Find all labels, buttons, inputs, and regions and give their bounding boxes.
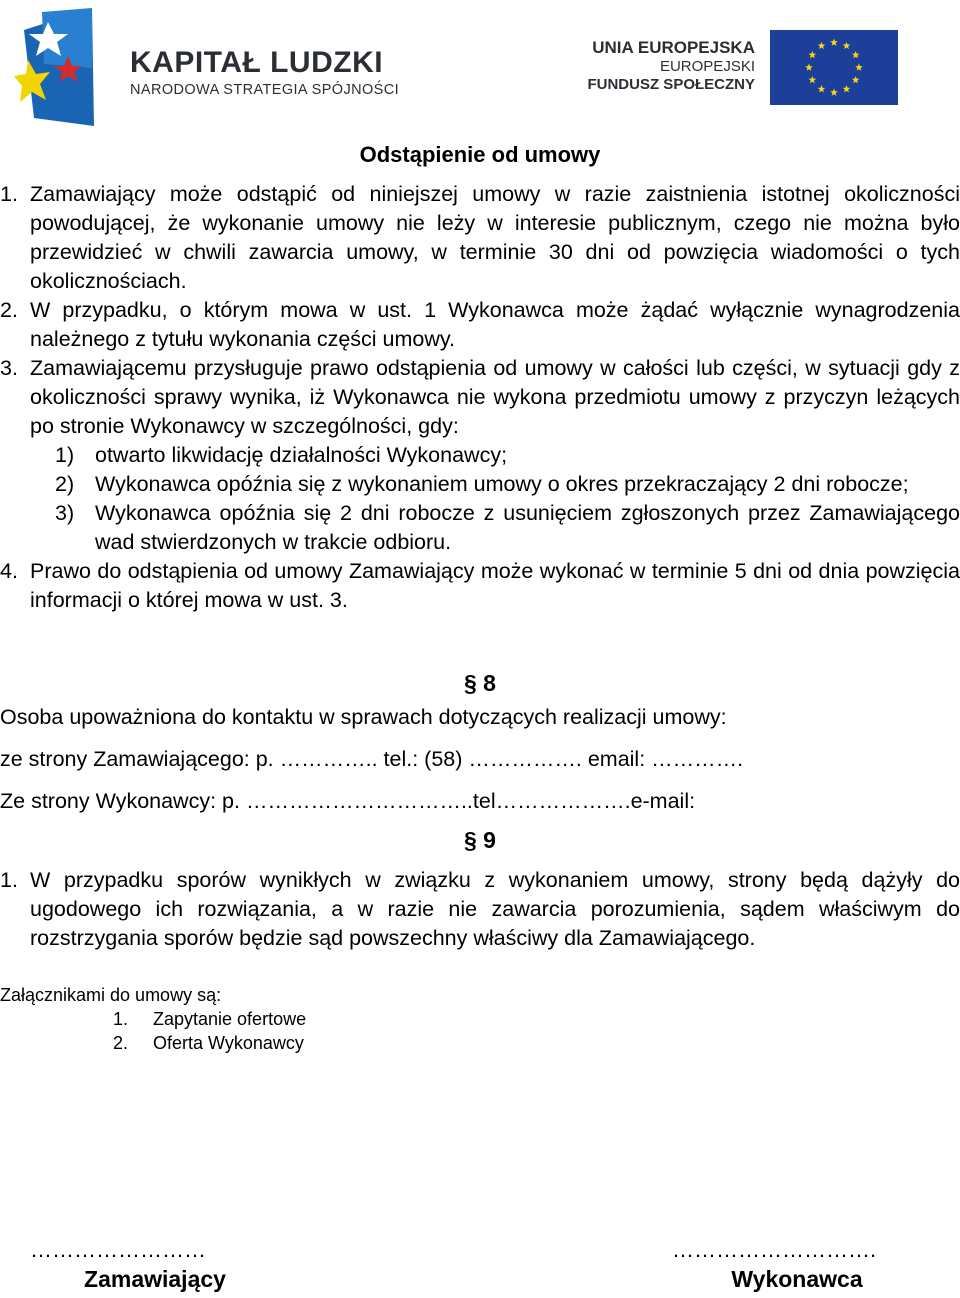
subclause-item-1 — [0, 441, 960, 470]
section-9-heading: § 9 — [464, 827, 496, 853]
subclause-text: Wykonawca opóźnia się z wykonaniem umowy o okres przekraczający 2 dni robocze; — [95, 472, 909, 496]
document-body — [0, 140, 960, 1055]
signature-line: ………………………. — [672, 1237, 877, 1262]
clause-text: W przypadku, o którym mowa w ust. 1 Wykonawca może żądać wyłącznie wynagrodzenia należnego z tytułu wykonania części umowy. — [30, 298, 960, 351]
subclause-text: Wykonawca opóźnia się 2 dni robocze z usunięciem zgłoszonych przez Zamawiającego wad stwierdzonych w trakcie odbioru. — [95, 501, 960, 554]
kapital-ludzki-subtitle: NARODOWA STRATEGIA SPÓJNOŚCI — [130, 82, 400, 98]
attachment-text: Zapytanie ofertowe — [153, 1009, 307, 1029]
subclause-item-2 — [0, 470, 960, 499]
subclause-item-3 — [0, 499, 960, 557]
subclause-number: 2) — [55, 472, 75, 496]
dispute-clause — [0, 866, 960, 953]
eu-line-social-fund: FUNDUSZ SPOŁECZNY — [587, 76, 755, 93]
attachment-number: 2. — [113, 1033, 129, 1053]
clause-number: 3. — [0, 356, 18, 380]
page-header — [0, 0, 960, 130]
attachment-number: 1. — [113, 1009, 129, 1029]
clause-item-3 — [0, 354, 960, 441]
kapital-ludzki-logo-icon — [14, 8, 94, 126]
signature-contractor — [672, 1236, 922, 1294]
attachment-text: Oferta Wykonawcy — [153, 1033, 304, 1053]
eu-flag-icon — [770, 30, 898, 105]
clause-item-1 — [0, 180, 960, 296]
subclause-text: otwarto likwidację działalności Wykonawcy; — [95, 443, 508, 467]
clause-number: 1. — [0, 182, 18, 206]
kapital-ludzki-title: KAPITAŁ LUDZKI — [130, 46, 384, 79]
clause-text: W przypadku sporów wynikłych w związku z wykonaniem umowy, strony będą dążyły do ugodowego ich rozwiązania, a w razie nie zawarcia porozumienia, sądem właściwym do rozstrzygania sporów będzie sąd powszechny właściwy dla Zamawiającego. — [30, 868, 960, 950]
eu-line-union: UNIA EUROPEJSKA — [592, 38, 755, 57]
section-8-heading: § 8 — [464, 670, 496, 696]
signature-role: Wykonawca — [731, 1266, 863, 1292]
clause-item-4 — [0, 557, 960, 615]
contact-contractor: Ze strony Wykonawcy: p. …………………………..tel……………….e-mail: — [0, 789, 696, 813]
eu-fund-text — [587, 38, 755, 94]
attachment-item-1 — [0, 1007, 960, 1031]
clause-number: 4. — [0, 559, 18, 583]
signature-line: …………………… — [30, 1237, 206, 1262]
signature-role: Zamawiający — [84, 1266, 226, 1292]
signature-ordering-party — [30, 1236, 280, 1294]
clause-text: Zamawiający może odstąpić od niniejszej umowy w razie zaistnienia istotnej okoliczności powodującej, że wykonanie umowy nie leży w interesie publicznym, czego nie można było przewidzieć w chwili zawarcia umowy, w terminie 30 dni od powzięcia wiadomości o tych okolicznościach. — [30, 182, 960, 293]
subclause-number: 3) — [55, 501, 75, 525]
clause-number: 2. — [0, 298, 18, 322]
contact-intro: Osoba upoważniona do kontaktu w sprawach dotyczących realizacji umowy: — [0, 705, 727, 729]
page-title: Odstąpienie od umowy — [359, 142, 601, 167]
clause-item-2 — [0, 296, 960, 354]
attachment-item-2 — [0, 1031, 960, 1055]
clause-number: 1. — [0, 868, 18, 892]
clause-text: Zamawiającemu przysługuje prawo odstąpienia od umowy w całości lub części, w sytuacji gdy z okoliczności sprawy wynika, iż Wykonawca nie wykona przedmiotu umowy z przyczyn leżących po stronie Wykonawcy w szczególności, gdy: — [30, 356, 960, 438]
clause-text: Prawo do odstąpienia od umowy Zamawiający może wykonać w terminie 5 dni od dnia powzięcia informacji o której mowa w ust. 3. — [30, 559, 960, 612]
contact-ordering-party: ze strony Zamawiającego: p. ………….. tel.: (58) ……………. email: …………. — [0, 747, 744, 771]
attachments-label: Załącznikami do umowy są: — [0, 985, 222, 1005]
eu-line-european: EUROPEJSKI — [659, 58, 755, 75]
subclause-number: 1) — [55, 443, 75, 467]
